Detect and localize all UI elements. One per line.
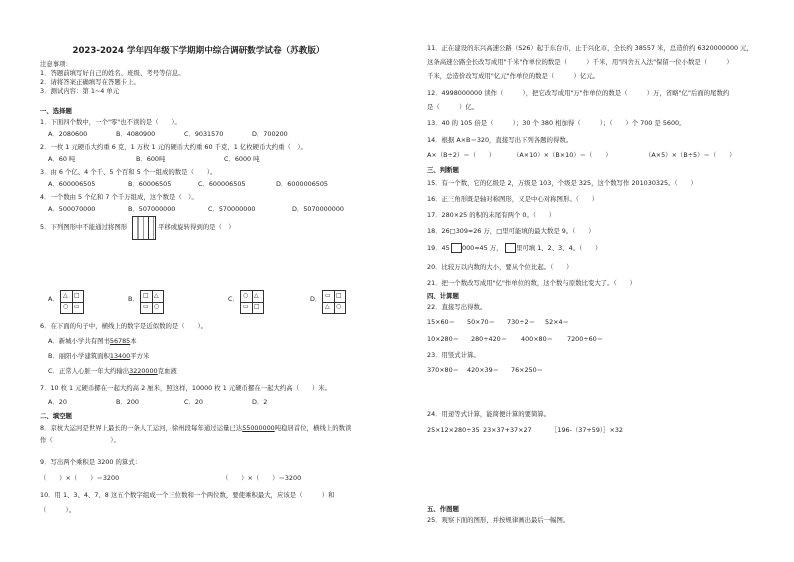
answer-blank: （ ）×（ ）＝3200 [222,474,302,482]
question-19-mid: 000≈45 万， [462,244,503,252]
question-8: 8．京杭大运河是世界上最长的一条人工运河，徐州段每年通过运量已达55000000吨稳居首位，横线上的数读 [40,424,352,432]
section-heading: 二、填空题 [40,412,72,420]
answer-blank: （A×5）×（B÷5）＝（ ） [645,151,736,159]
question-10-cont: （ ）。 [40,506,76,514]
option-c: C． [228,295,239,303]
question-6-option-a: A．新城小学共有图书56785本 [48,337,137,345]
section-heading: 四、计算题 [427,292,459,300]
section-heading: 五、作图题 [427,505,459,513]
figure-c-icon: ○ △ ▭ □ [240,290,264,314]
section-heading: 一、选择题 [40,107,72,115]
question-1: 1．下面四个数中，一个"零"也不读的是（ ）。 [40,118,181,126]
calc-item: 7200÷60＝ [567,335,604,343]
question-11-cont: 这条高速公路全长改写成用"千米"作单位的数是（ ）千米，用"四舍五入法"保留一位小数是（ ） [427,58,733,66]
calc-item: 52×4＝ [545,318,569,326]
calc-item: 76×250＝ [511,366,544,374]
page-title: 2023-2024 学年四年级下学期期中综合调研数学试卷（苏教版） [72,46,325,56]
question-20: 20．比较万以内数的大小，要从个位比起。（ ） [427,263,573,271]
question-6: 6．在下面的句子中，横线上的数字是近似数的是（ ）。 [40,322,208,330]
question-18: 18．26□309≈26 万，□里可能填的最大数是 9。（ ） [427,227,595,235]
question-14: 14．根据 A×B＝320，直接写出下列各题的得数。 [427,136,573,144]
option-b: B．200 [116,398,139,406]
question-19: 19．45 [427,244,450,252]
option-a: A．20 [48,398,67,406]
question-11-cont: 千米，总造价改写成用"亿元"作单位的数是（ ）亿元。 [427,72,600,80]
note-item: 1．答题前填写好自己的姓名、班级、考号等信息。 [40,69,185,77]
question-9: 9．写出两个乘积是 3200 的算式： [40,458,142,466]
grid-figure-icon [132,216,156,240]
option-d: D．2 [252,398,268,406]
option-b: B．507000000 [128,205,176,213]
figure-a-icon: △ □ ○ ▭ [60,290,84,314]
question-19-end: 里可填 1、2、3、4。（ ） [516,244,602,252]
calc-item: 730÷2＝ [507,318,536,326]
option-b: B．4080900 [116,130,156,138]
option-d: D．700200 [252,130,288,138]
question-12-cont: 是（ ）亿。 [427,103,479,111]
calc-item: 420×39＝ [467,366,500,374]
option-a: A．2080600 [48,130,88,138]
option-c: C．20 [184,398,203,406]
calc-item: 10×280＝ [427,335,460,343]
blank-box-icon [505,243,516,253]
question-15: 15．有一个数，它的亿级是 2，万级是 103，个级是 325，这个数写作 201030325。（ ） [427,179,697,187]
question-4: 4．一个数由 5 个亿和 7 个千万组成，这个数是（ ）。 [40,193,198,201]
question-25: 25．观察下面的图形，并按规律画出最后一幅图。 [427,516,570,524]
option-b: B． [128,295,139,303]
figure-b-icon: □ △ ▭ ○ [140,290,164,314]
calc-item: ［196-（37+59）］×32 [551,426,623,434]
answer-blank: A×（B÷2）＝（ ） [427,151,496,159]
note-item: 2．请将答案正确填写在答题卡上。 [40,78,140,86]
calc-item: 50×70＝ [467,318,496,326]
question-8-cont: 作（ ）。 [40,436,120,444]
question-5-text: 5．下列图形中不能通过将图形 [40,223,128,231]
question-23: 23．用竖式计算。 [427,351,480,359]
question-6-option-c: C．正常人心脏一年大约输出3220000克血液 [48,367,177,375]
note-item: 3．测试内容：第 1~4 单元 [40,87,120,95]
calc-item: 370×80＝ [427,366,460,374]
question-13: 13．40 的 105 倍是（ ）；30 个 380 相加得（ ）；（ ）个 700 是 5600。 [427,119,686,127]
option-c: C．6000 吨 [224,155,260,163]
option-d: D．6000006505 [276,180,328,188]
blank-box-icon [451,243,462,253]
option-a: A． [48,295,59,303]
option-b: B．600吨 [136,155,166,163]
question-12: 12．4998000000 读作（ ），把它改写成用"万"作单位的数是（ ）万，省略"亿"后面的尾数约 [427,89,730,97]
question-3: 3．由 6 个亿、4 个千、5 个百和 5 个一组成的数是（ ）。 [40,168,217,176]
option-c: C．9031570 [184,130,224,138]
question-22: 22．直接写出得数。 [427,303,487,311]
calc-item: 23×37+37×27 [483,426,532,434]
question-11: 11．正在建设的东兴高速公路（S26）起于东台市，止于兴化市，全长约 38557 米，总造价约 6320000000 元， [427,44,753,52]
calc-item: 400×80＝ [521,335,554,343]
question-17: 17．280×25 的积的末尾有两个 0。（ ） [427,211,556,219]
option-a: A．600006505 [48,180,96,188]
section-heading: 三、判断题 [427,166,459,174]
option-a: A．60 吨 [48,155,76,163]
notes-heading: 注意事项： [40,60,72,68]
calc-item: 280÷420＝ [471,335,508,343]
calc-item: 25×12×280÷35 [427,426,480,434]
question-2: 2．一枚 1 元硬币大约重 6 克，1 万枚 1 元的硬币大约重 60 千克，1 亿枚硬币大约重（ ）。 [40,143,307,151]
question-10: 10．用 1、3、4、7、8 这五个数字组成一个三位数和一个两位数，要使乘积最大，应该是（ ）和 [40,491,335,499]
question-24: 24．用递等式计算，能简便计算的要简算。 [427,410,551,418]
option-d: D．5070000000 [292,205,344,213]
option-d: D． [310,295,322,303]
question-16: 16．正三角形既是轴对称图形，又是中心对称图形。（ ） [427,195,599,203]
question-5-text-end: 平移或旋转得到的是（ ） [158,223,235,231]
question-6-option-b: B．丽阳小学建筑面积13400平方米 [48,352,150,360]
option-c: C．600006505 [198,180,246,188]
figure-d-icon: ▭ □ △ ○ [322,290,346,314]
question-7: 7．10 枚 1 元硬币摞在一起大约高 2 厘米，照这样，10000 枚 1 元硬币摞在一起大约高（ ）米。 [40,384,332,392]
option-c: C．570000000 [208,205,256,213]
answer-blank: （ ）×（ ）＝3200 [40,474,120,482]
calc-item: 15×60＝ [427,318,456,326]
answer-blank: （A×10）×（B×10）＝（ ） [513,151,612,159]
option-b: B．60006505 [128,180,172,188]
question-21: 21．把一个数改写成用"亿"作单位的数，这个数与原数比变大了。（ ） [427,279,636,287]
option-a: A．500070000 [48,205,96,213]
